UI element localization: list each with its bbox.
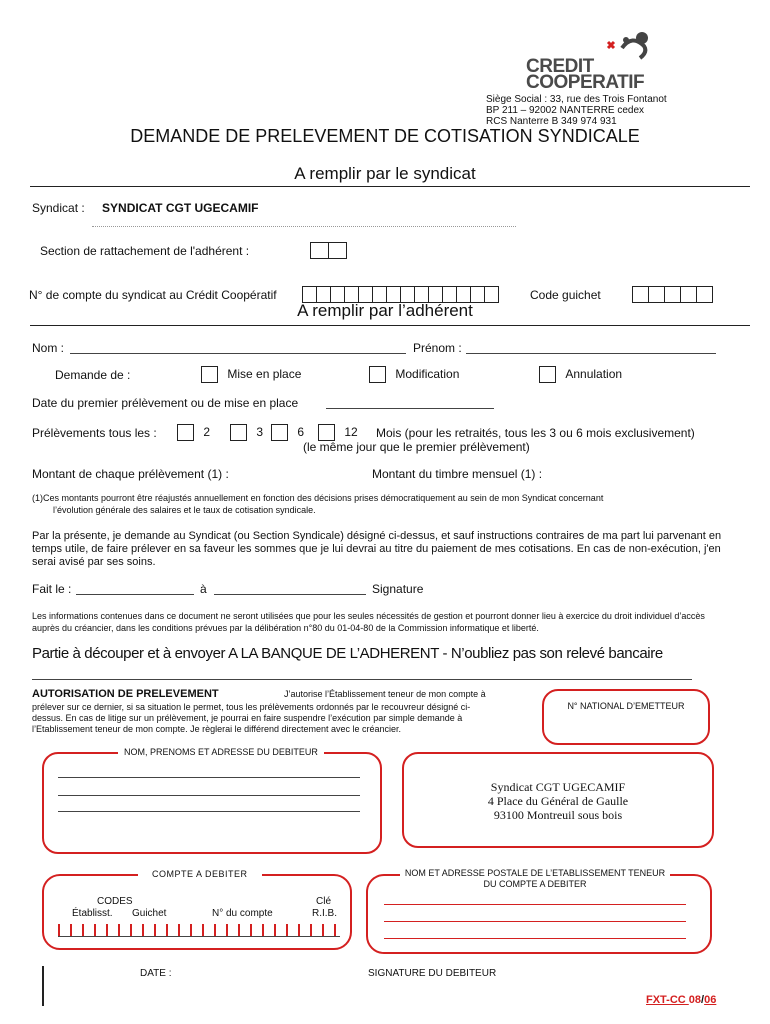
- section-label: Section de rattachement de l'adhérent :: [40, 244, 250, 258]
- par-la-presente-text: Par la présente, je demande au Syndicat (ou Section Syndicale) désigné ci-dessus, et sauf instructions contraires de ma part lui parvenant en temps utile, de faire prélever en sa faveur les sommes que je lui devrai au titre du paiement de mes cotisations. En cas de non-exécution, j'en serai avisé par ses soins.: [32, 530, 722, 568]
- option-modification-label: Modification: [395, 366, 460, 381]
- etablissement-line-2[interactable]: [384, 921, 686, 922]
- date-premier-label: Date du premier prélèvement ou de mise en place: [32, 396, 299, 410]
- checkbox-period-6[interactable]: [271, 424, 288, 441]
- syndicat-row: [32, 201, 259, 215]
- etablissement-line-1[interactable]: [384, 904, 686, 905]
- a-label: à: [200, 582, 207, 596]
- debiteur-label: NOM, PRENOMS ET ADRESSE DU DEBITEUR: [118, 747, 324, 757]
- syndicat-heading-rule: [30, 186, 750, 187]
- etablissement-col: Établisst.: [72, 908, 113, 919]
- meme-jour-text: (le même jour que le premier prélèvement): [303, 440, 530, 454]
- adherent-heading: A remplir par l’adhérent: [297, 301, 473, 320]
- option-mise-en-place[interactable]: [201, 366, 301, 383]
- form-reference: [646, 994, 716, 1006]
- checkbox-period-3[interactable]: [230, 424, 247, 441]
- page-title: DEMANDE DE PRELEVEMENT DE COTISATION SYNDICALE: [130, 126, 640, 146]
- debiteur-line-2[interactable]: [58, 795, 360, 796]
- checkbox-mise-en-place[interactable]: [201, 366, 218, 383]
- autorisation-text-first: J’autorise l’Établissement teneur de mon compte à: [284, 689, 486, 699]
- guichet-col: Guichet: [132, 908, 167, 919]
- address-line2: BP 211 – 92002 NANTERRE cedex: [486, 105, 645, 116]
- syndicat-value: SYNDICAT CGT UGECAMIF: [102, 201, 259, 215]
- etablissement-label-1: NOM ET ADRESSE POSTALE DE L’ETABLISSEMENT TENEUR: [404, 868, 666, 878]
- compte-syndicat-label: N° de compte du syndicat au Crédit Coopératif: [29, 288, 277, 302]
- debiteur-line-3[interactable]: [58, 811, 360, 812]
- period-12-label: 12: [344, 424, 358, 439]
- checkbox-modification[interactable]: [369, 366, 386, 383]
- signature-label: Signature: [372, 582, 424, 596]
- nom-label: Nom :: [32, 341, 65, 355]
- cutout-heading: Partie à découper et à envoyer A LA BANQUE DE L’ADHERENT - N’oubliez pas son relevé bancaire: [32, 645, 663, 662]
- fait-le-label: Fait le :: [32, 582, 72, 596]
- syndicat-label: Syndicat :: [32, 201, 85, 215]
- autorisation-text: prélever sur ce dernier, si sa situation le permet, tous les prélèvements ordonnés par le recouvreur désigné ci-dessus. En cas de litige sur un prélèvement, je pourrai en faire suspendre l’exécution par simple demande à l’Etablissement teneur de mon compte. Je règlerai le différend directement avec le créancier.: [32, 702, 471, 734]
- fait-le-row: [32, 582, 71, 596]
- creancier-line3: 93100 Montreuil sous bois: [493, 808, 623, 822]
- signature-debiteur-label: SIGNATURE DU DEBITEUR: [368, 968, 497, 979]
- nom-input[interactable]: [70, 353, 406, 354]
- infos-text: Les informations contenues dans ce document ne seront utilisées que pour les seules nécessités de gestion et pourront donner lieu à exercice du droit individuel d’accès auprès du créancier, dans les conditions prévues par la délibération n°80 du 01-04-80 de la Commission informatique et liberté.: [32, 611, 705, 633]
- left-margin-bar: [42, 966, 44, 1006]
- option-modification[interactable]: [369, 366, 459, 383]
- creancier-line1: Syndicat CGT UGECAMIF: [490, 780, 626, 794]
- period-3[interactable]: [230, 424, 263, 441]
- etablissement-line-3[interactable]: [384, 938, 686, 939]
- prenom-label: Prénom :: [413, 341, 462, 355]
- prenom-input[interactable]: [466, 353, 716, 354]
- date-premier-input[interactable]: [326, 408, 494, 409]
- autorisation-title: AUTORISATION DE PRELEVEMENT: [32, 688, 219, 700]
- rib-cells-input[interactable]: [58, 924, 340, 937]
- cutout-rule: [32, 679, 692, 680]
- syndicat-underline: [92, 226, 516, 227]
- timbre-label: Montant du timbre mensuel (1) :: [372, 467, 543, 481]
- ref-month: 08: [688, 994, 702, 1006]
- demande-label: Demande de :: [55, 368, 131, 382]
- code-guichet-label: Code guichet: [530, 288, 601, 302]
- debiteur-box: [42, 752, 382, 854]
- address-block: [486, 94, 667, 127]
- numero-compte-col: N° du compte: [212, 908, 273, 919]
- credit-cooperatif-logo-icon: [600, 30, 660, 62]
- codes-label: CODES: [97, 896, 133, 907]
- option-mise-en-place-label: Mise en place: [227, 366, 302, 381]
- prelevements-label: Prélèvements tous les :: [32, 426, 157, 440]
- creancier-box: [402, 752, 714, 848]
- period-2[interactable]: [177, 424, 210, 441]
- ref-prefix: FXT-CC: [646, 994, 689, 1006]
- montant-label: Montant de chaque prélèvement (1) :: [32, 467, 229, 481]
- national-emetteur-box: [542, 689, 710, 745]
- address-line1: Siège Social : 33, rue des Trois Fontanot: [486, 94, 667, 105]
- note-line1: (1)Ces montants pourront être réajustés annuellement en fonction des décisions prises démocratiquement au sein de mon Syndicat concernant: [32, 493, 604, 503]
- fait-le-input[interactable]: [76, 594, 194, 595]
- note-line2: l’évolution générale des salaires et le taux de cotisation syndicale.: [53, 505, 316, 515]
- creancier-line2: 4 Place du Général de Gaulle: [487, 794, 629, 808]
- section-input[interactable]: [310, 242, 347, 259]
- address-line3: RCS Nanterre B 349 974 931: [486, 116, 617, 127]
- logo-line2: COOPERATIF: [526, 72, 645, 93]
- etablissement-label-2: DU COMPTE A DEBITER: [483, 879, 587, 889]
- rib-col: R.I.B.: [312, 908, 338, 919]
- compte-debiter-label: COMPTE A DEBITER: [138, 869, 262, 879]
- period-3-label: 3: [256, 424, 264, 439]
- ref-year: 06: [704, 994, 717, 1006]
- period-6[interactable]: [271, 424, 304, 441]
- logo-line1: CREDIT: [526, 56, 594, 77]
- syndicat-heading: A remplir par le syndicat: [294, 164, 476, 183]
- mois-text: Mois (pour les retraités, tous les 3 ou 6 mois exclusivement): [376, 426, 695, 440]
- national-emetteur-label: N° NATIONAL D’EMETTEUR: [567, 701, 685, 711]
- period-6-label: 6: [297, 424, 305, 439]
- period-2-label: 2: [203, 424, 211, 439]
- option-annulation[interactable]: [539, 366, 622, 383]
- checkbox-annulation[interactable]: [539, 366, 556, 383]
- debiteur-line-1[interactable]: [58, 777, 360, 778]
- option-annulation-label: Annulation: [565, 366, 623, 381]
- checkbox-period-2[interactable]: [177, 424, 194, 441]
- ref-sep: /: [701, 994, 705, 1006]
- credit-cooperatif-logo: [526, 30, 656, 93]
- period-12[interactable]: [318, 424, 358, 441]
- lieu-input[interactable]: [214, 594, 366, 595]
- etablissement-label: [400, 868, 670, 890]
- adherent-heading-rule: [30, 325, 750, 326]
- cle-col: Clé: [316, 896, 332, 907]
- date-label: DATE :: [140, 968, 172, 979]
- checkbox-period-12[interactable]: [318, 424, 335, 441]
